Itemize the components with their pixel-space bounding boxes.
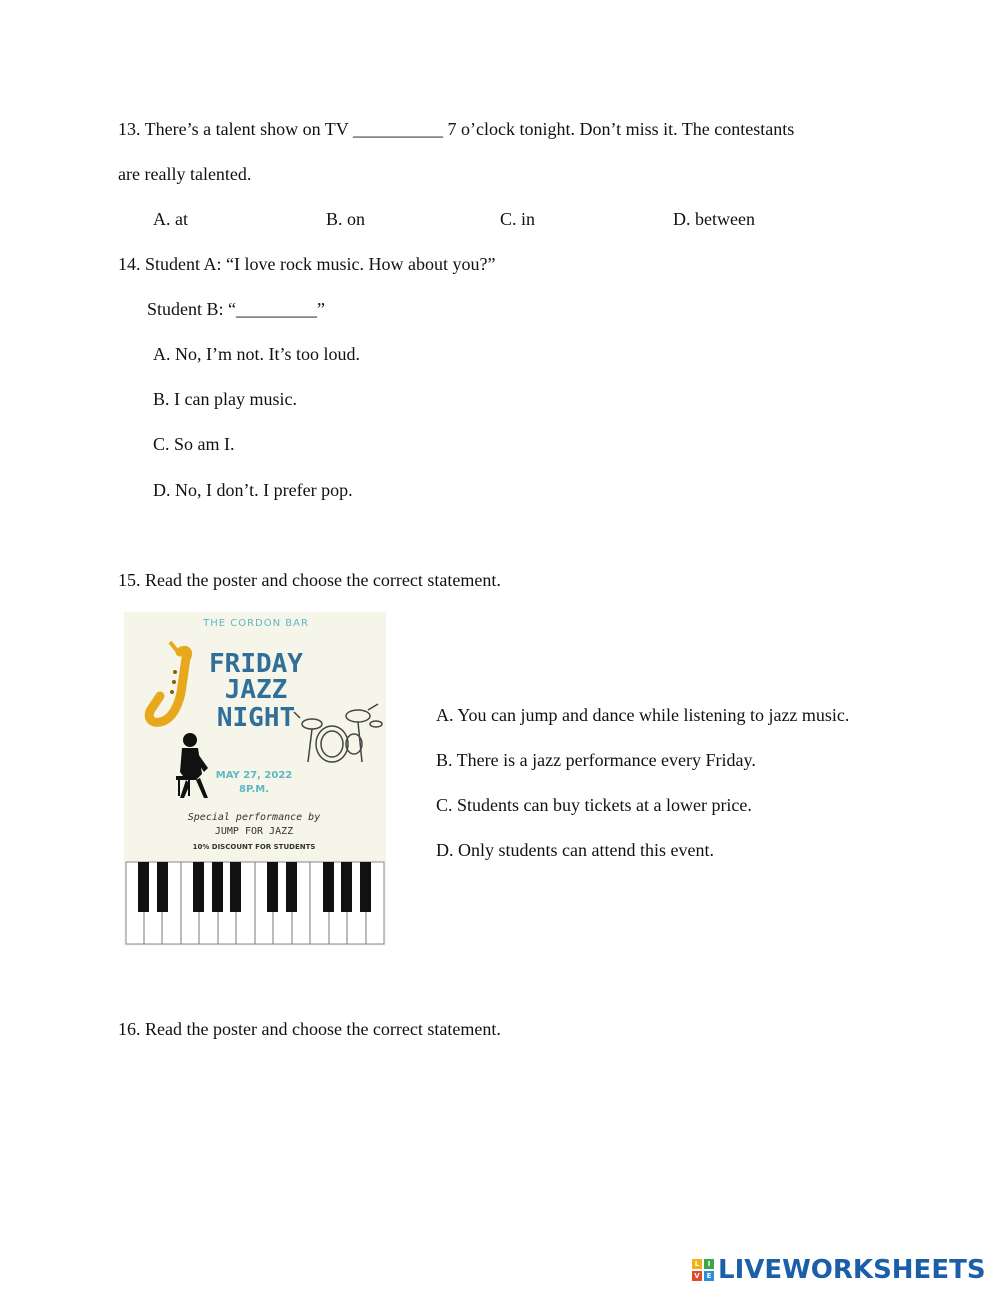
q15-option-a[interactable]: A. You can jump and dance while listening to jazz music.	[436, 705, 850, 725]
piano-keys	[126, 862, 384, 944]
liveworksheets-logo	[692, 1252, 986, 1288]
q13-option-b[interactable]: B. on	[326, 209, 366, 229]
poster-date: MAY 27, 2022	[215, 770, 293, 781]
q14-option-c[interactable]: C. So am I.	[153, 434, 235, 454]
logo-letter-l: L	[692, 1259, 702, 1269]
q14-stem-line2: Student B: “_________”	[147, 299, 325, 319]
poster-venue: THE CORDON BAR	[203, 618, 309, 629]
q13-stem-line1: 13. There’s a talent show on TV __________ 7 o’clock tonight. Don’t miss it. The contestants	[118, 119, 795, 139]
q15-option-b[interactable]: B. There is a jazz performance every Friday.	[436, 750, 756, 770]
poster-time: 8P.M.	[239, 784, 269, 795]
liveworksheets-logo-icon	[692, 1259, 714, 1281]
q13-option-d[interactable]: D. between	[673, 209, 755, 229]
q15-option-c[interactable]: C. Students can buy tickets at a lower price.	[436, 795, 752, 815]
saxophone-icon	[149, 642, 187, 722]
poster-discount: 10% DISCOUNT FOR STUDENTS	[192, 843, 316, 851]
logo-letter-i: I	[704, 1259, 714, 1269]
saxophonist-silhouette-icon	[176, 733, 208, 798]
q15-prompt: 15. Read the poster and choose the correct statement.	[118, 570, 501, 590]
q13-option-a[interactable]: A. at	[153, 209, 188, 229]
q14-stem-line1: 14. Student A: “I love rock music. How about you?”	[118, 254, 496, 274]
q13-option-c[interactable]: C. in	[500, 209, 536, 229]
q14-option-b[interactable]: B. I can play music.	[153, 389, 297, 409]
poster-performer: JUMP FOR JAZZ	[214, 826, 294, 837]
q16-prompt: 16. Read the poster and choose the correct statement.	[118, 1019, 501, 1039]
poster-title-line1: FRIDAY	[209, 649, 303, 679]
logo-letter-e: E	[704, 1271, 714, 1281]
poster-special: Special performance by	[187, 812, 321, 823]
poster-title-line3: NIGHT	[216, 703, 296, 733]
poster-title-line2: JAZZ	[224, 675, 288, 705]
logo-letter-v: V	[692, 1271, 702, 1281]
jazz-night-poster	[124, 612, 386, 946]
q14-option-d[interactable]: D. No, I don’t. I prefer pop.	[153, 480, 353, 500]
drum-kit-icon	[294, 704, 382, 762]
q14-option-a[interactable]: A. No, I’m not. It’s too loud.	[153, 344, 360, 364]
q15-option-d[interactable]: D. Only students can attend this event.	[436, 840, 714, 860]
liveworksheets-brand: LIVEWORKSHEETS	[718, 1255, 986, 1285]
q13-stem-line2: are really talented.	[118, 164, 252, 184]
